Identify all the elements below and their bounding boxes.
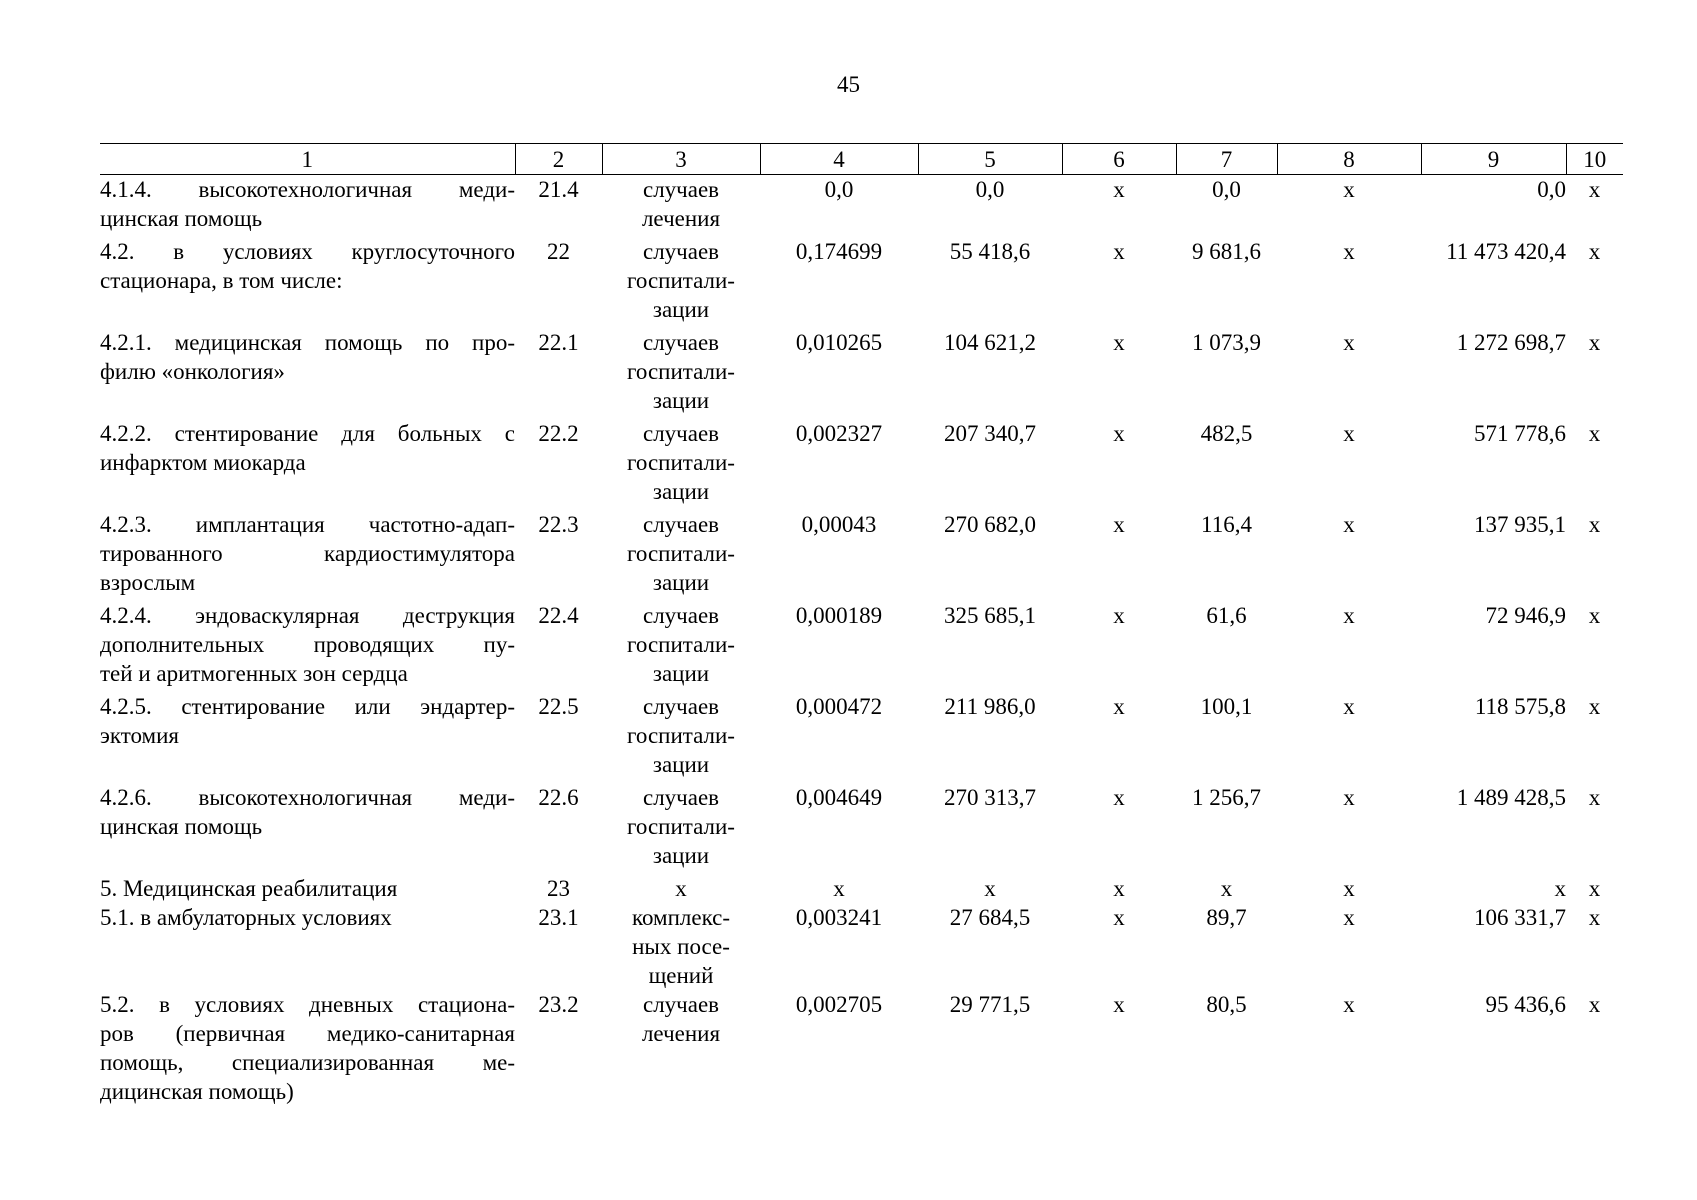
unit-line: лечения (641, 1021, 721, 1046)
value-cell-6: х (1113, 177, 1125, 202)
value-cell-10: х (1588, 421, 1601, 446)
table-row (100, 990, 1623, 1106)
value-cell-4: 0,174699 (795, 239, 883, 264)
table-row (100, 692, 1623, 783)
unit-line: зации (652, 388, 710, 413)
value-cell-7: 116,4 (1201, 512, 1252, 537)
indicator-name-cell (100, 175, 515, 238)
indicator-name-line: тированного кардиостимулятора (100, 541, 515, 566)
indicator-name-line: 4.2.5. стентирование или эндартер- (100, 694, 515, 719)
indicator-name-line: 5. Медицинская реабилитация (100, 876, 398, 901)
value-cell-5: 325 685,1 (944, 603, 1036, 628)
value-cell-6: х (1113, 876, 1125, 901)
value-cell-6: х (1113, 785, 1125, 810)
unit-line: госпитали- (627, 814, 735, 839)
value-cell-9: 72 946,9 (1485, 603, 1566, 628)
value-cell-4: 0,010265 (795, 330, 883, 355)
row-code-cell: 22.4 (538, 603, 579, 628)
value-cell-9: 0,0 (1537, 177, 1566, 202)
value-cell-6: х (1113, 239, 1125, 264)
indicator-name-cell (100, 903, 515, 990)
unit-line: комплекс- (631, 905, 731, 930)
row-code-cell: 23.2 (538, 992, 579, 1017)
unit-line: х (675, 876, 687, 901)
value-cell-4: 0,000472 (795, 694, 883, 719)
value-cell-5: 104 621,2 (944, 330, 1036, 355)
value-cell-9: 106 331,7 (1474, 905, 1566, 930)
unit-cell (602, 874, 760, 903)
indicator-name-line: 4.2.4. эндоваскулярная деструкция (100, 603, 515, 628)
unit-cell (602, 692, 760, 783)
unit-line: зации (652, 297, 710, 322)
indicator-name-cell (100, 419, 515, 510)
column-header: 6 (1062, 144, 1176, 175)
unit-line: госпитали- (627, 541, 735, 566)
indicator-name-line: 4.2.1. медицинская помощь по про- (100, 330, 515, 355)
column-header: 7 (1176, 144, 1277, 175)
value-cell-9: 1 272 698,7 (1456, 330, 1566, 355)
indicator-name-line: 4.1.4. высокотехнологичная меди- (100, 177, 515, 202)
indicator-name-cell (100, 783, 515, 874)
value-cell-8: х (1343, 421, 1355, 446)
indicator-name-line: 4.2.6. высокотехнологичная меди- (100, 785, 515, 810)
value-cell-6: х (1113, 905, 1125, 930)
row-code-cell: 22.1 (538, 330, 579, 355)
table-body (100, 175, 1623, 1107)
unit-line: зации (652, 843, 710, 868)
indicator-name-line: 5.1. в амбулаторных условиях (100, 905, 392, 930)
value-cell-7: 0,0 (1212, 177, 1241, 202)
value-cell-10: х (1588, 785, 1601, 810)
value-cell-7: 100,1 (1200, 694, 1253, 719)
unit-cell (602, 990, 760, 1106)
table-row (100, 510, 1623, 601)
value-cell-7: 9 681,6 (1192, 239, 1261, 264)
value-cell-10: х (1588, 330, 1601, 355)
unit-line: лечения (641, 206, 721, 231)
column-header: 10 (1566, 144, 1623, 175)
value-cell-4: 0,000189 (795, 603, 883, 628)
value-cell-8: х (1343, 992, 1355, 1017)
indicator-name-line: помощь, специализированная ме- (100, 1050, 515, 1075)
value-cell-8: х (1343, 785, 1355, 810)
indicator-name-line: филю «онкология» (100, 359, 285, 384)
value-cell-10: х (1588, 603, 1601, 628)
unit-line: госпитали- (627, 723, 735, 748)
value-cell-10: х (1588, 876, 1601, 901)
indicator-name-line: ров (первичная медико-санитарная (100, 1021, 515, 1046)
indicator-name-line: дополнительных проводящих пу- (100, 632, 515, 657)
value-cell-6: х (1113, 603, 1125, 628)
indicator-name-cell (100, 510, 515, 601)
value-cell-5: х (984, 876, 996, 901)
value-cell-9: 118 575,8 (1474, 694, 1566, 719)
value-cell-7: 1 073,9 (1192, 330, 1261, 355)
value-cell-7: х (1220, 876, 1233, 901)
indicator-name-cell (100, 874, 515, 903)
unit-cell (602, 419, 760, 510)
value-cell-10: х (1588, 992, 1601, 1017)
unit-line: случаев (642, 239, 720, 264)
row-code-cell: 21.4 (538, 177, 579, 202)
unit-line: случаев (642, 992, 720, 1017)
unit-line: случаев (642, 512, 720, 537)
unit-cell (602, 175, 760, 238)
value-cell-5: 270 313,7 (944, 785, 1036, 810)
unit-cell (602, 328, 760, 419)
value-cell-7: 482,5 (1200, 421, 1253, 446)
value-cell-8: х (1343, 603, 1355, 628)
unit-line: госпитали- (627, 359, 735, 384)
value-cell-5: 211 986,0 (944, 694, 1036, 719)
value-cell-8: х (1343, 239, 1355, 264)
unit-line: щений (648, 963, 714, 988)
indicator-name-line: 4.2.2. стентирование для больных с (100, 421, 515, 446)
value-cell-10: х (1588, 512, 1601, 537)
unit-line: зации (652, 570, 710, 595)
value-cell-4: 0,003241 (795, 905, 883, 930)
value-cell-9: х (1554, 876, 1566, 901)
value-cell-5: 29 771,5 (949, 992, 1031, 1017)
value-cell-4: 0,004649 (795, 785, 883, 810)
unit-line: случаев (642, 694, 720, 719)
column-header: 9 (1421, 144, 1566, 175)
table-row (100, 419, 1623, 510)
value-cell-8: х (1343, 330, 1355, 355)
value-cell-10: х (1588, 694, 1601, 719)
unit-line: случаев (642, 177, 720, 202)
indicator-name-cell (100, 692, 515, 783)
row-code-cell: 23 (547, 876, 570, 901)
value-cell-8: х (1343, 905, 1355, 930)
value-cell-9: 571 778,6 (1474, 421, 1566, 446)
table-row (100, 903, 1623, 990)
unit-cell (602, 510, 760, 601)
table-row (100, 237, 1623, 328)
unit-line: госпитали- (627, 632, 735, 657)
value-cell-8: х (1343, 694, 1355, 719)
value-cell-7: 80,5 (1206, 992, 1247, 1017)
value-cell-6: х (1113, 694, 1125, 719)
indicator-name-line: инфарктом миокарда (100, 450, 306, 475)
value-cell-6: х (1113, 512, 1125, 537)
unit-line: зации (652, 752, 710, 777)
unit-cell (602, 237, 760, 328)
table-row (100, 328, 1623, 419)
unit-line: госпитали- (627, 268, 735, 293)
unit-line: ных посе- (632, 934, 730, 959)
indicator-name-line: 4.2.3. имплантация частотно-адап- (100, 512, 515, 537)
row-code-cell: 22.5 (538, 694, 579, 719)
unit-line: госпитали- (627, 450, 735, 475)
value-cell-8: х (1343, 876, 1355, 901)
indicator-name-line: 4.2. в условиях круглосуточного (100, 239, 515, 264)
value-cell-9: 11 473 420,4 (1446, 239, 1566, 264)
row-code-cell: 23.1 (538, 905, 579, 930)
indicator-name-cell (100, 237, 515, 328)
column-header: 8 (1277, 144, 1421, 175)
unit-cell (602, 601, 760, 692)
unit-line: зации (652, 479, 710, 504)
value-cell-4: х (833, 876, 845, 901)
value-cell-6: х (1113, 330, 1125, 355)
indicator-name-line: стационара, в том числе: (100, 268, 343, 293)
value-cell-5: 207 340,7 (944, 421, 1036, 446)
value-cell-8: х (1343, 177, 1355, 202)
unit-cell (602, 783, 760, 874)
indicator-name-line: взрослым (100, 570, 196, 595)
data-table (100, 143, 1623, 1106)
value-cell-10: х (1588, 177, 1601, 202)
column-header: 5 (918, 144, 1062, 175)
table-row (100, 783, 1623, 874)
column-header: 4 (760, 144, 918, 175)
row-code-cell: 22.6 (538, 785, 579, 810)
value-cell-6: х (1113, 421, 1125, 446)
value-cell-10: х (1588, 905, 1601, 930)
column-number-header-row (100, 144, 1623, 175)
unit-line: случаев (642, 603, 720, 628)
column-header: 3 (602, 144, 760, 175)
indicator-name-line: дицинская помощь) (100, 1079, 294, 1104)
unit-line: зации (652, 661, 710, 686)
indicator-name-cell (100, 328, 515, 419)
value-cell-4: 0,002705 (795, 992, 883, 1017)
value-cell-8: х (1343, 512, 1355, 537)
row-code-cell: 22 (547, 239, 570, 264)
value-cell-5: 27 684,5 (949, 905, 1031, 930)
value-cell-9: 137 935,1 (1474, 512, 1566, 537)
column-header: 1 (100, 144, 515, 175)
indicator-name-line: 5.2. в условиях дневных стациона- (100, 992, 515, 1017)
value-cell-9: 95 436,6 (1485, 992, 1566, 1017)
value-cell-6: х (1113, 992, 1125, 1017)
value-cell-7: 1 256,7 (1192, 785, 1261, 810)
indicator-name-line: эктомия (100, 723, 179, 748)
page-number: 45 (837, 72, 860, 97)
value-cell-4: 0,0 (824, 177, 854, 202)
indicator-name-line: цинская помощь (100, 206, 263, 231)
value-cell-4: 0,002327 (795, 421, 883, 446)
indicator-name-line: тей и аритмогенных зон сердца (100, 661, 408, 686)
row-code-cell: 22.3 (538, 512, 579, 537)
value-cell-4: 0,00043 (801, 512, 877, 537)
table-row (100, 874, 1623, 903)
value-cell-5: 55 418,6 (949, 239, 1031, 264)
table-row (100, 601, 1623, 692)
unit-line: случаев (642, 421, 720, 446)
indicator-name-line: цинская помощь (100, 814, 263, 839)
table-row (100, 175, 1623, 238)
column-header: 2 (515, 144, 602, 175)
indicator-name-cell (100, 990, 515, 1106)
value-cell-7: 61,6 (1206, 603, 1247, 628)
value-cell-9: 1 489 428,5 (1456, 785, 1566, 810)
value-cell-7: 89,7 (1206, 905, 1247, 930)
value-cell-5: 0,0 (975, 177, 1005, 202)
unit-line: случаев (642, 785, 720, 810)
row-code-cell: 22.2 (538, 421, 579, 446)
unit-cell (602, 903, 760, 990)
indicator-name-cell (100, 601, 515, 692)
unit-line: случаев (642, 330, 720, 355)
value-cell-10: х (1588, 239, 1601, 264)
value-cell-5: 270 682,0 (944, 512, 1036, 537)
